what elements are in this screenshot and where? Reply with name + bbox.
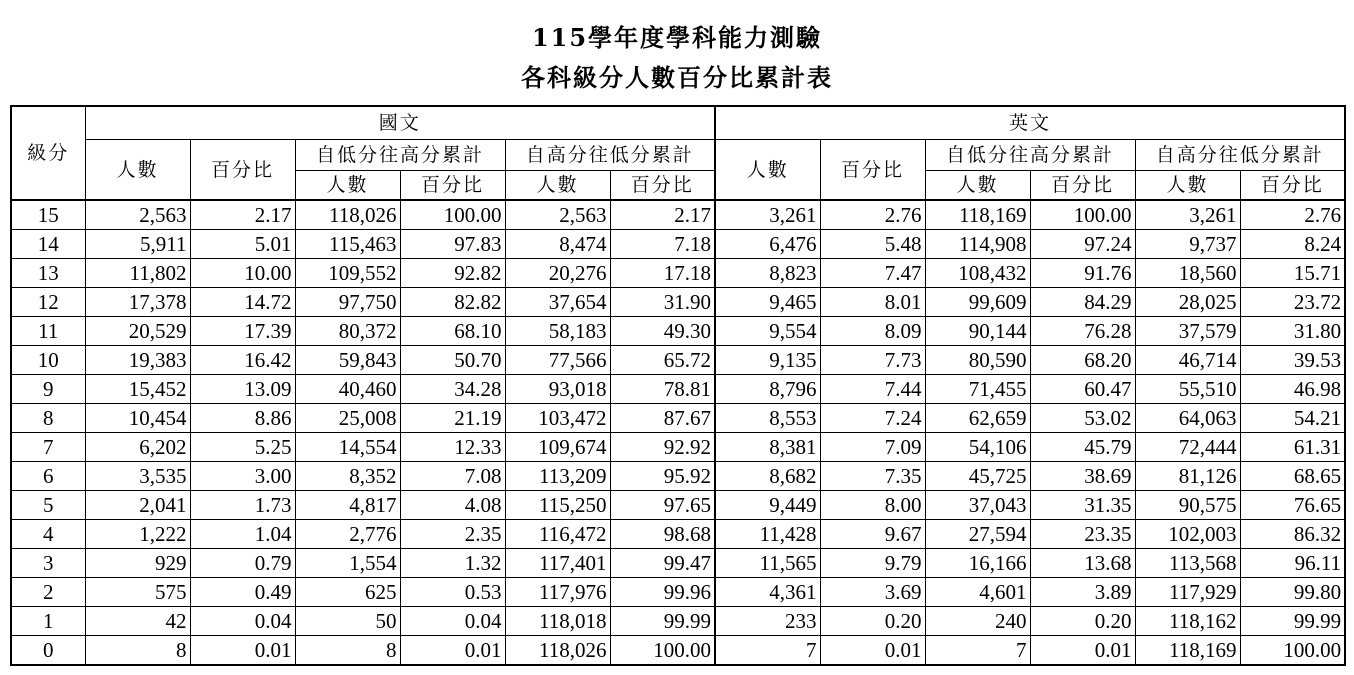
table-cell: 118,162 [1135,607,1240,636]
table-cell: 97.24 [1030,230,1135,259]
table-cell: 7 [925,636,1030,666]
table-cell: 78.81 [610,375,715,404]
table-cell: 5,911 [85,230,190,259]
table-cell: 97.65 [610,491,715,520]
table-row [11,636,1345,666]
table-cell: 3,261 [1135,200,1240,230]
table-cell: 92.82 [400,259,505,288]
table-cell: 102,003 [1135,520,1240,549]
table-cell: 9,737 [1135,230,1240,259]
table-cell: 8,474 [505,230,610,259]
table-cell: 17.39 [190,317,295,346]
cum-high-low-header: 自高分往低分累計 [1135,140,1345,171]
grade-cell: 0 [11,636,85,666]
table-cell: 27,594 [925,520,1030,549]
table-cell: 1.73 [190,491,295,520]
cum-high-low-header: 自高分往低分累計 [505,140,715,171]
table-cell: 3,261 [715,200,820,230]
table-row [11,607,1345,636]
table-cell: 3.89 [1030,578,1135,607]
grade-cell: 8 [11,404,85,433]
table-cell: 7.08 [400,462,505,491]
table-cell: 68.20 [1030,346,1135,375]
table-cell: 7.73 [820,346,925,375]
table-cell: 0.01 [400,636,505,666]
table-cell: 14,554 [295,433,400,462]
table-cell: 71,455 [925,375,1030,404]
table-cell: 0.53 [400,578,505,607]
grade-cell: 3 [11,549,85,578]
table-cell: 0.01 [190,636,295,666]
table-cell: 76.28 [1030,317,1135,346]
table-cell: 3,535 [85,462,190,491]
table-cell: 23.72 [1240,288,1345,317]
count-header: 人數 [85,140,190,201]
table-cell: 99.99 [1240,607,1345,636]
table-cell: 117,976 [505,578,610,607]
grade-cell: 1 [11,607,85,636]
table-cell: 7.24 [820,404,925,433]
cum-low-high-header: 自低分往高分累計 [295,140,505,171]
table-cell: 116,472 [505,520,610,549]
table-cell: 9,449 [715,491,820,520]
table-cell: 1,222 [85,520,190,549]
table-cell: 81,126 [1135,462,1240,491]
table-body [11,200,1345,665]
grade-cell: 13 [11,259,85,288]
table-cell: 28,025 [1135,288,1240,317]
table-cell: 5.48 [820,230,925,259]
table-cell: 929 [85,549,190,578]
table-cell: 113,568 [1135,549,1240,578]
table-cell: 16.42 [190,346,295,375]
table-cell: 46,714 [1135,346,1240,375]
table-cell: 100.00 [610,636,715,666]
page-title: 115學年度學科能力測驗 [531,23,823,52]
table-cell: 82.82 [400,288,505,317]
table-cell: 25,008 [295,404,400,433]
table-cell: 9.67 [820,520,925,549]
grade-cell: 15 [11,200,85,230]
table-cell: 2.17 [610,200,715,230]
table-cell: 80,372 [295,317,400,346]
table-cell: 9.79 [820,549,925,578]
grade-distribution-table [10,105,1346,666]
percent-header: 百分比 [190,140,295,201]
table-cell: 8.09 [820,317,925,346]
sub-count-header: 人數 [925,171,1030,201]
table-cell: 31.90 [610,288,715,317]
table-cell: 8,352 [295,462,400,491]
table-cell: 5.01 [190,230,295,259]
table-cell: 2.35 [400,520,505,549]
table-cell: 13.68 [1030,549,1135,578]
table-cell: 72,444 [1135,433,1240,462]
table-cell: 96.11 [1240,549,1345,578]
table-cell: 240 [925,607,1030,636]
table-cell: 99.80 [1240,578,1345,607]
table-cell: 0.20 [820,607,925,636]
table-cell: 40,460 [295,375,400,404]
table-row [11,317,1345,346]
table-cell: 10,454 [85,404,190,433]
table-cell: 118,169 [1135,636,1240,666]
table-cell: 59,843 [295,346,400,375]
grade-cell: 11 [11,317,85,346]
table-cell: 80,590 [925,346,1030,375]
table-cell: 2.76 [820,200,925,230]
table-cell: 4.08 [400,491,505,520]
table-cell: 98.68 [610,520,715,549]
table-row [11,433,1345,462]
table-cell: 7.09 [820,433,925,462]
table-cell: 0.49 [190,578,295,607]
table-cell: 109,674 [505,433,610,462]
table-cell: 118,018 [505,607,610,636]
sub-percent-header: 百分比 [1030,171,1135,201]
table-cell: 4,817 [295,491,400,520]
table-cell: 100.00 [1030,200,1135,230]
table-cell: 8,682 [715,462,820,491]
table-cell: 233 [715,607,820,636]
table-cell: 1.04 [190,520,295,549]
table-cell: 99.99 [610,607,715,636]
table-cell: 0.20 [1030,607,1135,636]
table-cell: 0.01 [820,636,925,666]
table-cell: 92.92 [610,433,715,462]
table-cell: 20,529 [85,317,190,346]
cum-low-high-header: 自低分往高分累計 [925,140,1135,171]
table-cell: 11,428 [715,520,820,549]
grade-cell: 14 [11,230,85,259]
table-row [11,462,1345,491]
table-cell: 60.47 [1030,375,1135,404]
table-cell: 12.33 [400,433,505,462]
table-cell: 2,563 [505,200,610,230]
table-cell: 68.10 [400,317,505,346]
table-row [11,259,1345,288]
sub-count-header: 人數 [1135,171,1240,201]
table-cell: 68.65 [1240,462,1345,491]
table-cell: 61.31 [1240,433,1345,462]
table-cell: 6,476 [715,230,820,259]
table-cell: 0.01 [1030,636,1135,666]
table-cell: 16,166 [925,549,1030,578]
table-cell: 7.35 [820,462,925,491]
table-cell: 114,908 [925,230,1030,259]
grade-cell: 7 [11,433,85,462]
table-cell: 8 [295,636,400,666]
table-cell: 97,750 [295,288,400,317]
grade-cell: 10 [11,346,85,375]
sub-count-header: 人數 [295,171,400,201]
table-cell: 2.76 [1240,200,1345,230]
table-cell: 38.69 [1030,462,1135,491]
table-cell: 77,566 [505,346,610,375]
table-cell: 5.25 [190,433,295,462]
table-cell: 118,169 [925,200,1030,230]
grade-cell: 6 [11,462,85,491]
table-cell: 113,209 [505,462,610,491]
table-cell: 45.79 [1030,433,1135,462]
table-cell: 0.79 [190,549,295,578]
table-cell: 15,452 [85,375,190,404]
table-cell: 37,579 [1135,317,1240,346]
table-cell: 84.29 [1030,288,1135,317]
table-cell: 6,202 [85,433,190,462]
table-row [11,404,1345,433]
table-cell: 8,381 [715,433,820,462]
table-cell: 17.18 [610,259,715,288]
table-cell: 19,383 [85,346,190,375]
table-cell: 0.04 [190,607,295,636]
table-cell: 8.01 [820,288,925,317]
table-cell: 21.19 [400,404,505,433]
count-header: 人數 [715,140,820,201]
table-cell: 2.17 [190,200,295,230]
table-cell: 76.65 [1240,491,1345,520]
table-cell: 9,135 [715,346,820,375]
sub-percent-header: 百分比 [400,171,505,201]
page-subtitle: 各科級分人數百分比累計表 [521,63,833,92]
table-row [11,375,1345,404]
table-cell: 117,401 [505,549,610,578]
table-cell: 13.09 [190,375,295,404]
grade-cell: 4 [11,520,85,549]
table-row [11,549,1345,578]
table-cell: 34.28 [400,375,505,404]
table-cell: 1.32 [400,549,505,578]
table-cell: 39.53 [1240,346,1345,375]
table-row [11,491,1345,520]
table-cell: 46.98 [1240,375,1345,404]
table-cell: 3.00 [190,462,295,491]
table-cell: 9,465 [715,288,820,317]
table-cell: 8 [85,636,190,666]
table-cell: 8.00 [820,491,925,520]
table-cell: 8,823 [715,259,820,288]
subject-header-chinese: 國文 [85,106,715,140]
grade-cell: 2 [11,578,85,607]
table-cell: 50 [295,607,400,636]
table-cell: 4,361 [715,578,820,607]
table-cell: 62,659 [925,404,1030,433]
table-cell: 0.04 [400,607,505,636]
grade-cell: 12 [11,288,85,317]
table-cell: 99.47 [610,549,715,578]
table-cell: 9,554 [715,317,820,346]
grade-header: 級分 [11,106,85,200]
table-cell: 37,043 [925,491,1030,520]
table-cell: 115,463 [295,230,400,259]
grade-cell: 9 [11,375,85,404]
table-cell: 31.80 [1240,317,1345,346]
table-row [11,200,1345,230]
sub-percent-header: 百分比 [610,171,715,201]
table-cell: 58,183 [505,317,610,346]
table-cell: 97.83 [400,230,505,259]
table-cell: 86.32 [1240,520,1345,549]
table-cell: 108,432 [925,259,1030,288]
table-cell: 14.72 [190,288,295,317]
table-cell: 109,552 [295,259,400,288]
table-cell: 7.47 [820,259,925,288]
table-cell: 117,929 [1135,578,1240,607]
sub-percent-header: 百分比 [1240,171,1345,201]
table-cell: 87.67 [610,404,715,433]
table-cell: 115,250 [505,491,610,520]
percent-header: 百分比 [820,140,925,201]
table-cell: 49.30 [610,317,715,346]
table-cell: 8.24 [1240,230,1345,259]
table-cell: 8.86 [190,404,295,433]
table-cell: 2,041 [85,491,190,520]
table-cell: 64,063 [1135,404,1240,433]
table-cell: 53.02 [1030,404,1135,433]
table-cell: 103,472 [505,404,610,433]
table-cell: 90,144 [925,317,1030,346]
table-row [11,346,1345,375]
table-row [11,578,1345,607]
subject-header-english: 英文 [715,106,1345,140]
table-cell: 99,609 [925,288,1030,317]
table-cell: 31.35 [1030,491,1135,520]
table-cell: 37,654 [505,288,610,317]
table-row [11,288,1345,317]
table-cell: 23.35 [1030,520,1135,549]
table-cell: 100.00 [400,200,505,230]
sub-count-header: 人數 [505,171,610,201]
table-cell: 18,560 [1135,259,1240,288]
table-cell: 118,026 [295,200,400,230]
table-cell: 50.70 [400,346,505,375]
table-cell: 65.72 [610,346,715,375]
table-cell: 95.92 [610,462,715,491]
table-cell: 2,563 [85,200,190,230]
table-cell: 575 [85,578,190,607]
table-cell: 55,510 [1135,375,1240,404]
table-cell: 11,802 [85,259,190,288]
table-cell: 99.96 [610,578,715,607]
table-cell: 118,026 [505,636,610,666]
table-cell: 7.18 [610,230,715,259]
table-cell: 10.00 [190,259,295,288]
table-cell: 7.44 [820,375,925,404]
table-row [11,520,1345,549]
table-cell: 625 [295,578,400,607]
table-cell: 90,575 [1135,491,1240,520]
table-cell: 3.69 [820,578,925,607]
table-cell: 20,276 [505,259,610,288]
table-cell: 2,776 [295,520,400,549]
table-cell: 4,601 [925,578,1030,607]
table-cell: 93,018 [505,375,610,404]
table-cell: 17,378 [85,288,190,317]
table-cell: 45,725 [925,462,1030,491]
table-cell: 54.21 [1240,404,1345,433]
table-cell: 1,554 [295,549,400,578]
table-cell: 8,553 [715,404,820,433]
table-cell: 11,565 [715,549,820,578]
table-cell: 8,796 [715,375,820,404]
table-cell: 100.00 [1240,636,1345,666]
table-row [11,230,1345,259]
grade-cell: 5 [11,491,85,520]
table-cell: 91.76 [1030,259,1135,288]
table-cell: 7 [715,636,820,666]
table-cell: 42 [85,607,190,636]
table-cell: 54,106 [925,433,1030,462]
table-cell: 15.71 [1240,259,1345,288]
